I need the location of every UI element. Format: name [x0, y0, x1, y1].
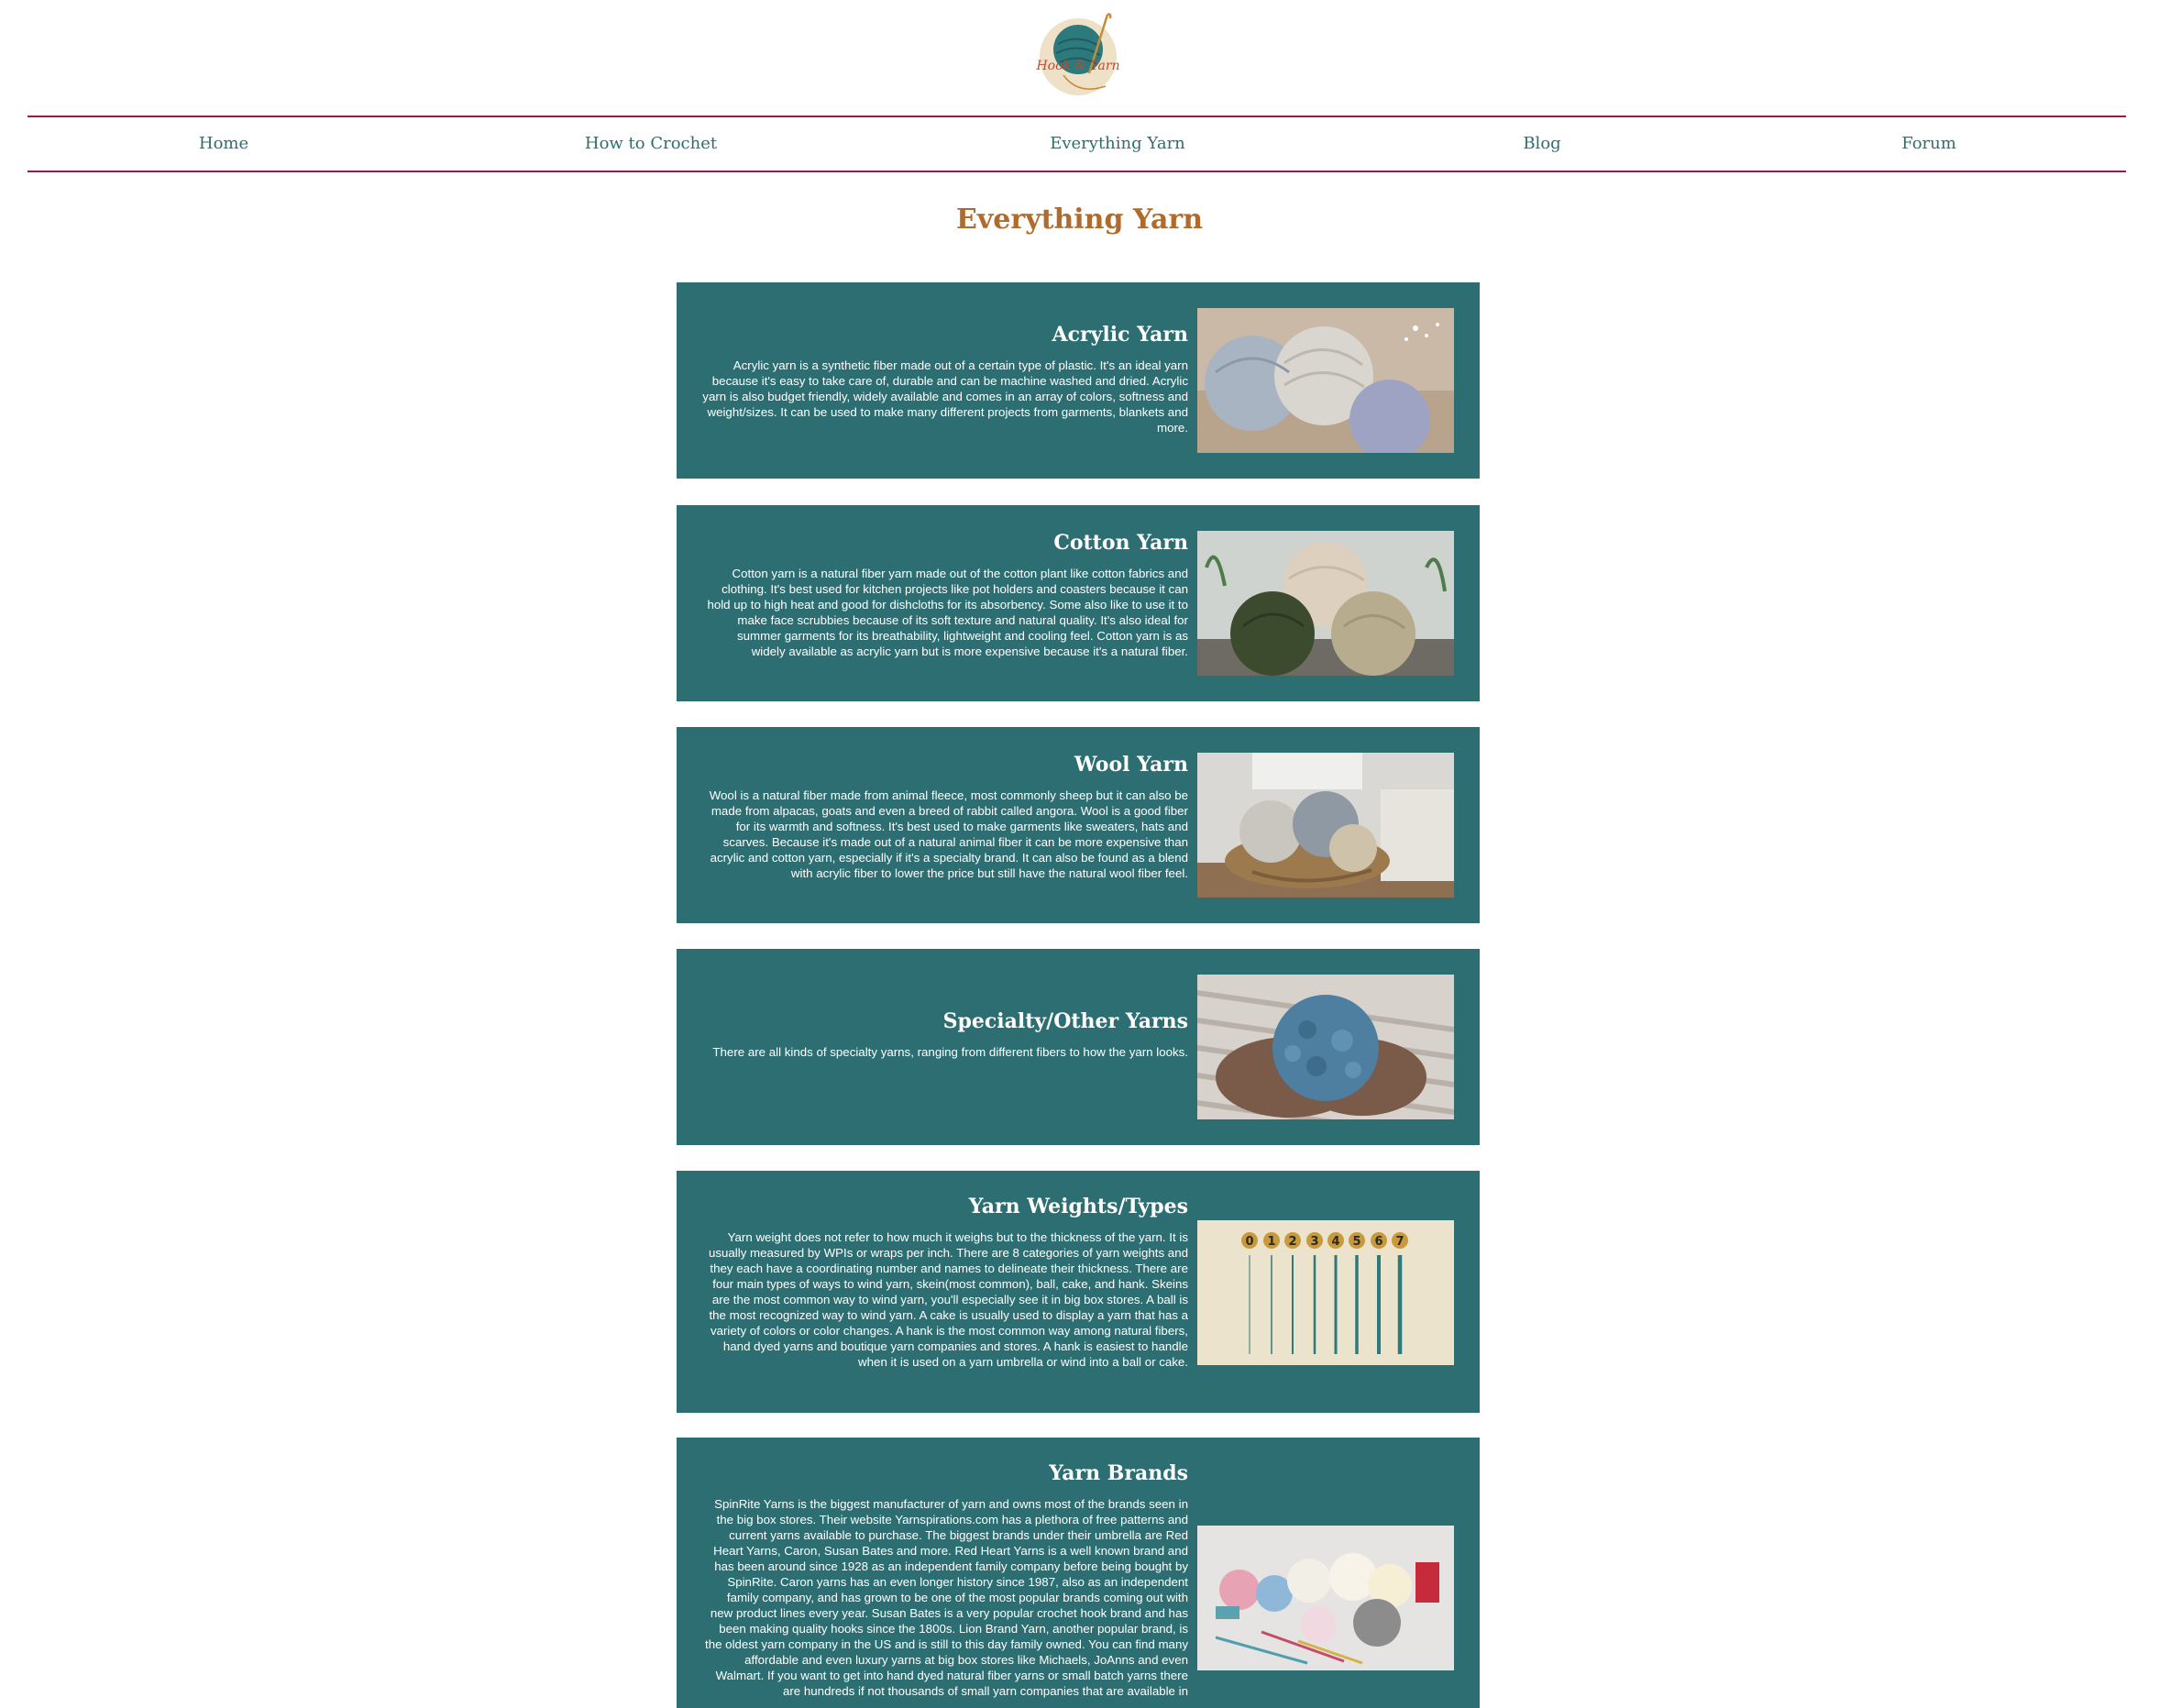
weight-label-1: 1 [1267, 1235, 1276, 1249]
section-text [702, 753, 1188, 881]
weight-label-6: 6 [1374, 1235, 1383, 1249]
section-title: Yarn Brands [1049, 1461, 1188, 1485]
weight-label-0: 0 [1245, 1235, 1254, 1249]
section-title: Cotton Yarn [1053, 531, 1188, 555]
section-body: Wool is a natural fiber made from animal fleece, most commonly sheep but it can also be made from alpacas, goats and even a breed of rabbit called angora. Wool is a good fiber for its warmth and softness. It's best used to make garments like sweaters, hats and scarves. Because it's made out of a natural animal fiber it can be more expensive than acrylic and cotton yarn, especially if it's a specialty brand. It can also be found as a blend with acrylic fiber to lower the price but still have the natural wool fiber feel. [709, 788, 1188, 881]
nav-home[interactable]: Home [198, 134, 249, 153]
nav-everything-yarn[interactable]: Everything Yarn [1050, 134, 1185, 153]
section-card-cotton [677, 505, 1480, 701]
main-nav [28, 116, 2126, 172]
yarn-weights-chart-image [1197, 1220, 1454, 1365]
section-title: Acrylic Yarn [1052, 323, 1188, 347]
section-text [702, 1461, 1188, 1699]
section-text [702, 531, 1188, 659]
hook-and-yarn-logo[interactable] [1036, 9, 1120, 101]
section-text [702, 1195, 1188, 1370]
section-body: Acrylic yarn is a synthetic fiber made out of a certain type of plastic. It's an ideal yarn because it's easy to take care of, durable and can be machine washed and dried. Acrylic yarn is also budget friendly, widely available and comes in an array of colors, softness and weight/sizes. It can be used to make many different projects from garments, blankets and more. [702, 358, 1188, 435]
weight-label-3: 3 [1310, 1235, 1319, 1249]
section-text [702, 1009, 1188, 1060]
weight-label-4: 4 [1331, 1235, 1340, 1249]
section-title: Specialty/Other Yarns [942, 1009, 1188, 1033]
section-body: Cotton yarn is a natural fiber yarn made out of the cotton plant like cotton fabrics and clothing. It's best used for kitchen projects like pot holders and coasters because it can hold up to high heat and good for dishcloths for its absorbency. Some also like to use it to make face scrubbies because of its soft texture and natural quality. It's also ideal for summer garments for its breathability, lightweight and cooling feel. Cotton yarn is as widely available as acrylic yarn but is more expensive because it's a natural fiber. [707, 567, 1188, 659]
section-title: Yarn Weights/Types [968, 1195, 1188, 1218]
yarn-brands-image [1197, 1526, 1454, 1670]
section-card-acrylic [677, 282, 1480, 479]
weight-label-7: 7 [1395, 1235, 1404, 1249]
page-title: Everything Yarn [955, 204, 1204, 236]
section-body: Yarn weight does not refer to how much it weighs but to the thickness of the yarn. It is usually measured by WPIs or wraps per inch. There are 8 categories of yarn weights and they each have a coordinating number and names to delineate their thickness. There are four main types of ways to wind yarn, skein(most common), ball, cake, and hank. Skeins are the most common way to wind yarn, you'll especially see it in big box stores. A ball is the most recognized way to wind yarn. A cake is usually used to display a yarn that has a variety of colors or color changes. A hank is the most common way among natural fibers, hand dyed yarns and boutique yarn companies and stores. A hank is easiest to handle when it is used on a yarn umbrella or wind into a ball or cake. [708, 1230, 1188, 1370]
cotton-yarn-image [1197, 531, 1454, 676]
nav-blog[interactable]: Blog [1523, 134, 1561, 153]
nav-how-to-crochet[interactable]: How to Crochet [584, 134, 718, 153]
section-body: SpinRite Yarns is the biggest manufacturer of yarn and owns most of the brands seen in the big box stores. Their website Yarnspirations.com has a plethora of free patterns and current yarns available to purchase. The biggest brands under their umbrella are Red Heart Yarns, Caron, Susan Bates and more. Red Heart Yarns is a well known brand and has been around since 1928 as an independent family company before being bought by SpinRite. Caron yarns has an even longer history since 1987, also as an independent family company, and has grown to be one of the most popular brands coming out with new product lines every year. Susan Bates is a very popular crochet hook brand and has been making quality hooks since the 1800s. Lion Brand Yarn, another popular brand, is the oldest yarn company in the US and is still to this day family owned. You can find many affordable and even luxury yarns at big box stores like Michaels, JoAnns and even Walmart. If you want to get into hand dyed natural fiber yarns or small batch yarns there are hundreds if not thousands of small yarn companies that are available in [705, 1497, 1188, 1699]
specialty-yarn-image [1197, 975, 1454, 1119]
logo-text: Hook & Yarn [1036, 59, 1120, 73]
wool-yarn-image [1197, 753, 1454, 898]
section-title: Wool Yarn [1074, 753, 1188, 777]
weight-label-5: 5 [1352, 1235, 1361, 1249]
acrylic-yarn-image [1197, 308, 1454, 453]
section-card-wool [677, 727, 1480, 923]
nav-forum[interactable]: Forum [1901, 134, 1956, 153]
section-card-specialty [677, 949, 1480, 1145]
section-text [702, 323, 1188, 435]
section-body: There are all kinds of specialty yarns, ranging from different fibers to how the yarn looks. [712, 1045, 1188, 1060]
section-card-weights [677, 1171, 1480, 1413]
site-header [0, 0, 2159, 116]
weight-label-2: 2 [1288, 1235, 1297, 1249]
section-card-brands [677, 1438, 1480, 1708]
